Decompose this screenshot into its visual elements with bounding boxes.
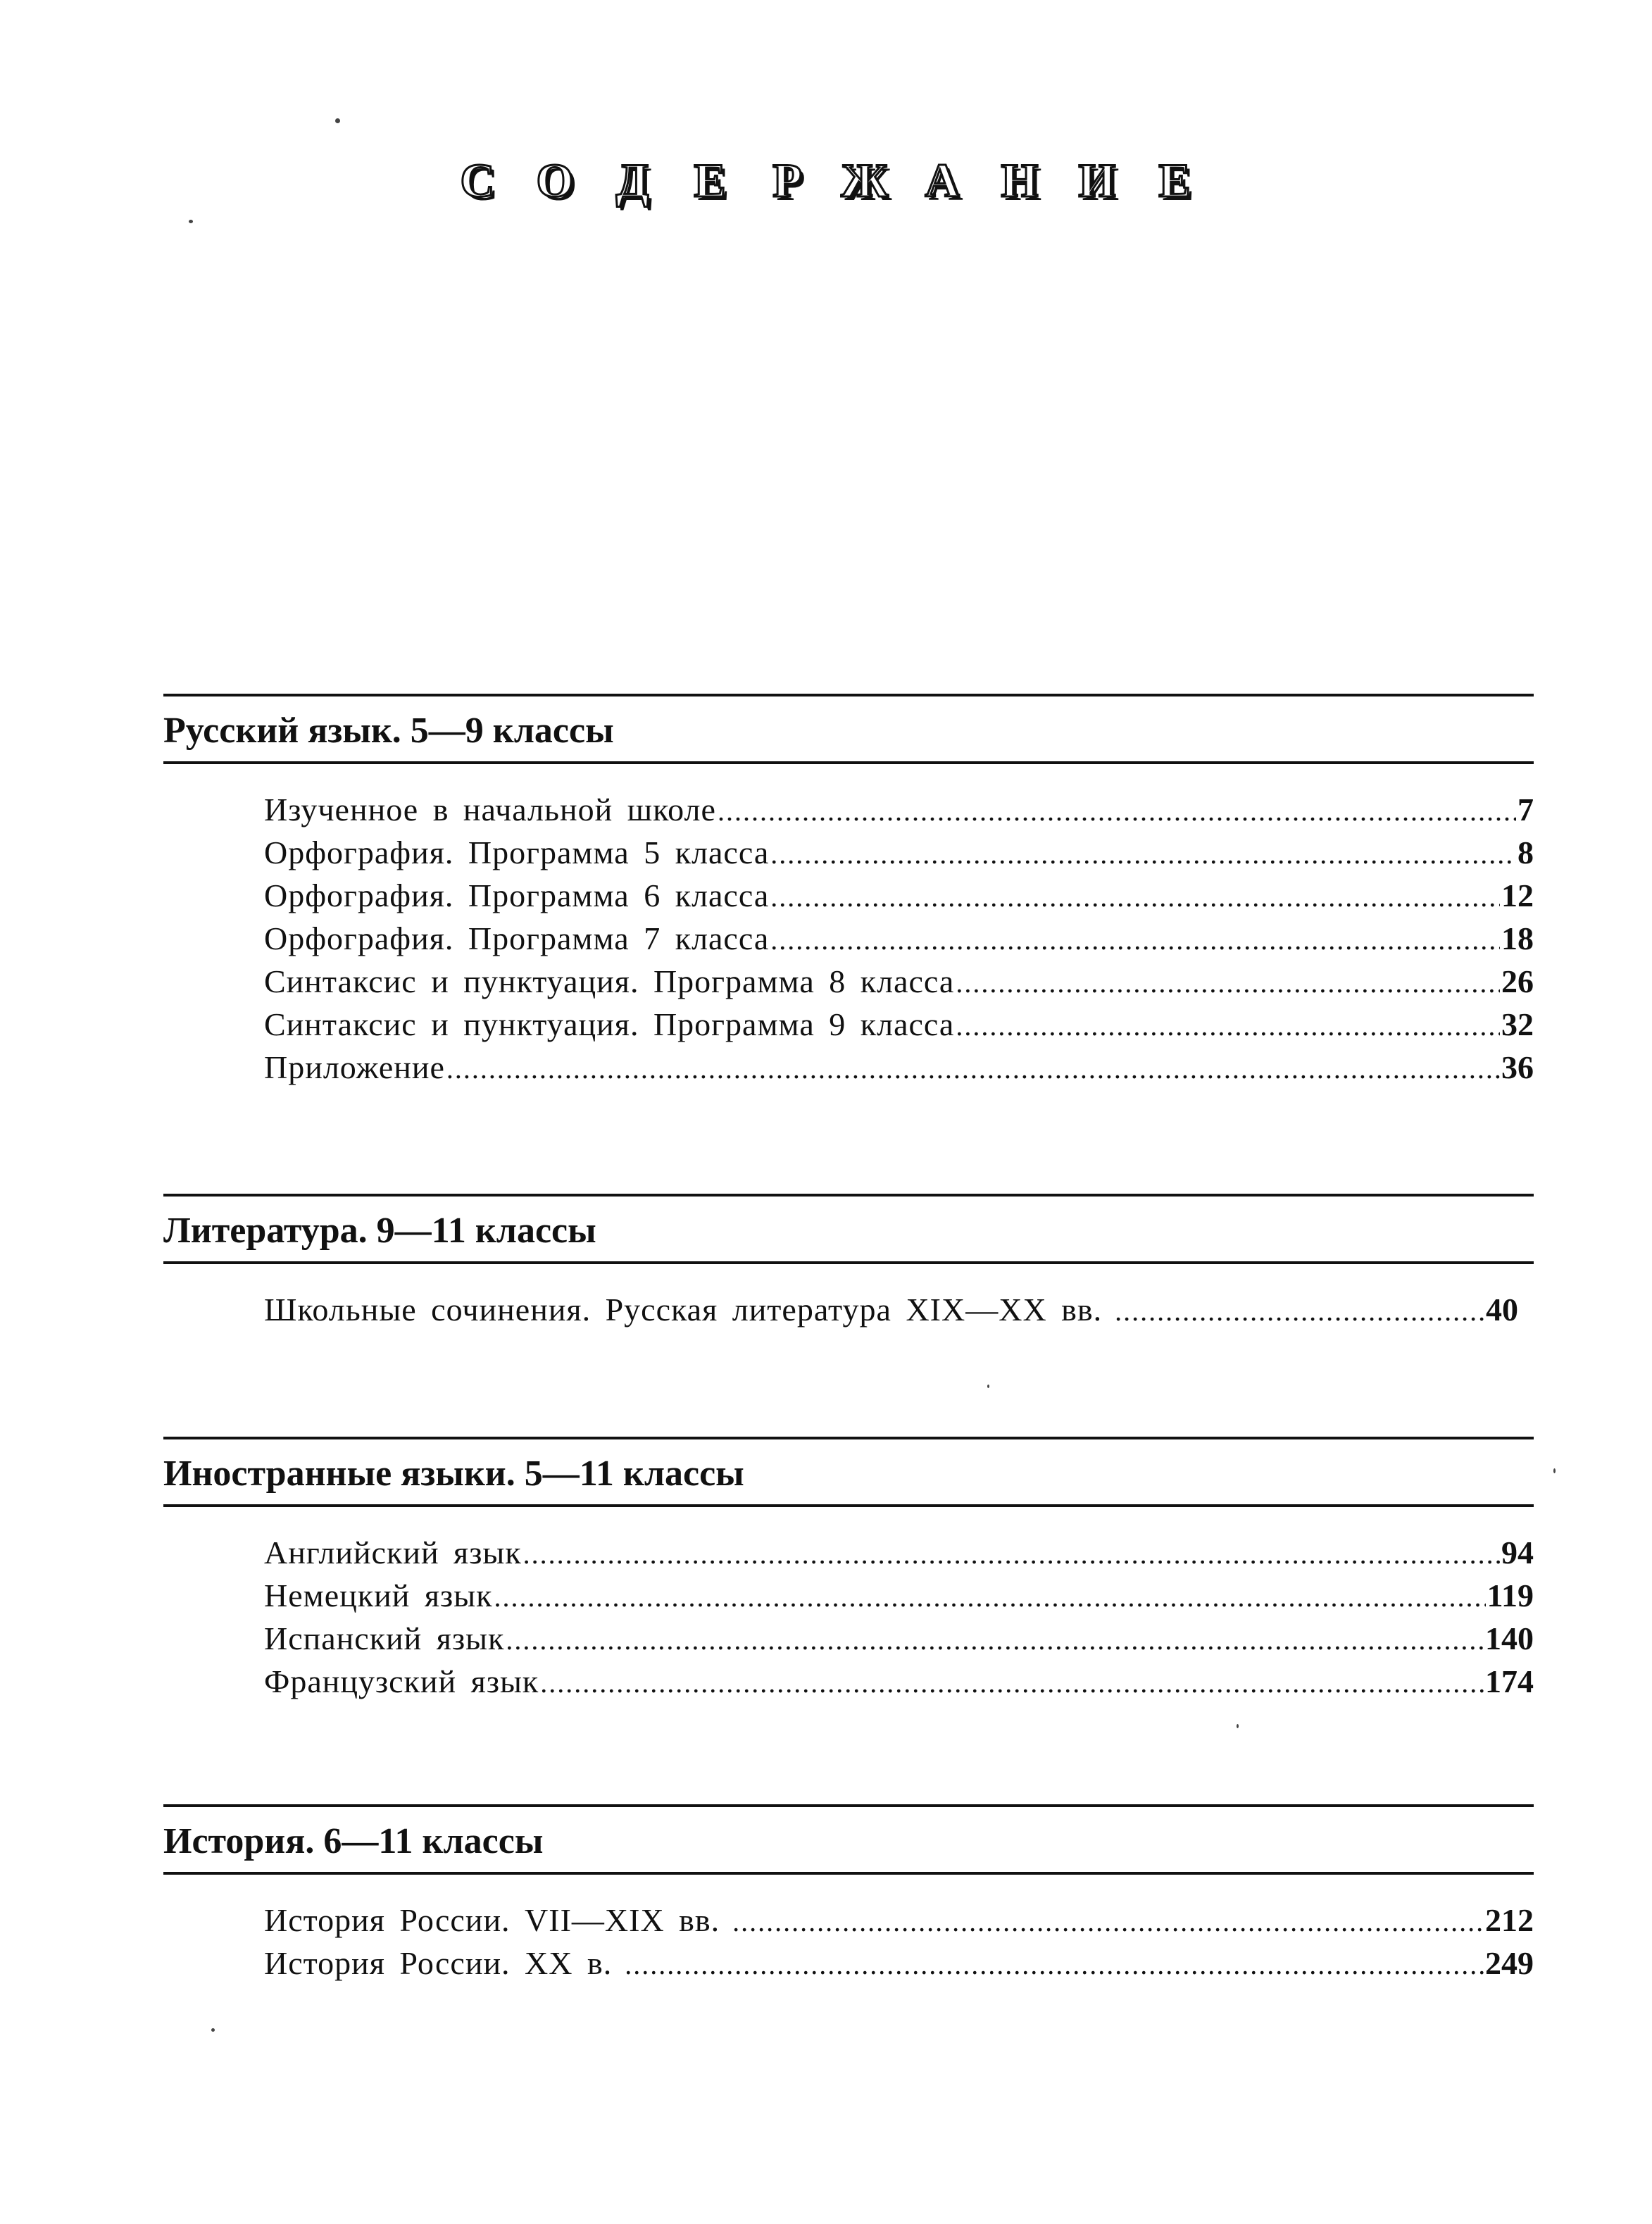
- section-title: Русский язык. 5—9 классы: [163, 710, 614, 751]
- toc-entry[interactable]: [264, 1944, 1534, 1987]
- dot-leader: [1115, 1294, 1484, 1327]
- entry-page-number: 40: [1486, 1292, 1518, 1327]
- entry-label: Испанский язык: [264, 1620, 505, 1656]
- entry-label: Орфография. Программа 5 класса: [264, 835, 770, 870]
- dot-leader: [718, 794, 1516, 827]
- entry-page-number: 36: [1501, 1049, 1534, 1085]
- dot-leader: [770, 880, 1500, 913]
- section-header: [163, 1804, 1534, 1875]
- toc-entry[interactable]: [264, 1049, 1534, 1092]
- page-title: [0, 154, 1652, 207]
- title-letter: Е: [1158, 154, 1191, 207]
- toc-entry[interactable]: [264, 1663, 1534, 1706]
- toc-entry[interactable]: [264, 1006, 1534, 1049]
- section-header: [163, 1194, 1534, 1264]
- speck: [211, 2028, 215, 2032]
- toc-entries: [163, 1901, 1534, 1987]
- toc-entry[interactable]: [264, 1901, 1534, 1944]
- dot-leader: [770, 923, 1500, 956]
- entry-page-number: 12: [1501, 877, 1534, 913]
- toc-entry[interactable]: [264, 1577, 1534, 1620]
- toc-entry[interactable]: [264, 1534, 1534, 1577]
- entry-page-number: 212: [1485, 1902, 1534, 1938]
- toc-entries: [163, 1291, 1534, 1334]
- toc-entry[interactable]: [264, 963, 1534, 1006]
- entry-page-number: 140: [1485, 1620, 1534, 1656]
- section-header: [163, 1437, 1534, 1507]
- title-letter: Н: [1001, 154, 1039, 207]
- entry-page-number: 249: [1485, 1945, 1534, 1981]
- entry-label: Английский язык: [264, 1535, 522, 1570]
- entry-page-number: 8: [1518, 835, 1534, 870]
- title-letter: А: [925, 154, 960, 207]
- dot-leader: [446, 1052, 1500, 1085]
- speck: [987, 1385, 989, 1388]
- toc-entries: [163, 791, 1534, 1092]
- dot-leader: [506, 1623, 1484, 1656]
- speck: [335, 118, 340, 123]
- toc-entry[interactable]: [264, 834, 1534, 877]
- title-letter: И: [1078, 154, 1116, 207]
- section-title: Иностранные языки. 5—11 классы: [163, 1453, 744, 1494]
- dot-leader: [732, 1905, 1484, 1938]
- entry-label: Орфография. Программа 6 класса: [264, 877, 770, 913]
- entry-label: Орфография. Программа 7 класса: [264, 920, 770, 956]
- entry-page-number: 7: [1518, 792, 1534, 827]
- title-letter: Р: [772, 154, 802, 207]
- dot-leader: [956, 966, 1500, 999]
- entry-label: Приложение: [264, 1049, 445, 1085]
- speck: [1553, 1468, 1556, 1473]
- entry-label: Французский язык: [264, 1663, 539, 1699]
- dot-leader: [625, 1948, 1484, 1981]
- dot-leader: [494, 1580, 1485, 1613]
- section-title: История. 6—11 классы: [163, 1820, 544, 1861]
- toc-entry[interactable]: [264, 877, 1534, 920]
- dot-leader: [540, 1666, 1484, 1699]
- entry-label: История России. VII—XIX вв.: [264, 1902, 720, 1938]
- speck: [1237, 1724, 1239, 1728]
- dot-leader: [523, 1537, 1500, 1570]
- section-foreign-languages: [163, 1437, 1534, 1706]
- entry-label: История России. XX в.: [264, 1945, 613, 1981]
- title-letter: Е: [694, 154, 726, 207]
- title-letter: О: [536, 154, 574, 207]
- title-letter: Д: [615, 154, 649, 207]
- dot-leader: [770, 837, 1516, 870]
- entry-page-number: 18: [1501, 920, 1534, 956]
- toc-entry[interactable]: [264, 1291, 1518, 1334]
- section-title: Литература. 9—11 классы: [163, 1210, 596, 1251]
- dot-leader: [956, 1009, 1500, 1042]
- entry-page-number: 32: [1501, 1006, 1534, 1042]
- entry-label: Изученное в начальной школе: [264, 792, 716, 827]
- entry-page-number: 174: [1485, 1663, 1534, 1699]
- section-russian-language: [163, 694, 1534, 1092]
- title-letter: С: [460, 154, 495, 207]
- section-literature: [163, 1194, 1534, 1334]
- toc-entry[interactable]: [264, 791, 1534, 834]
- toc-entries: [163, 1534, 1534, 1706]
- entry-label: Синтаксис и пунктуация. Программа 8 класса: [264, 963, 955, 999]
- entry-label: Немецкий язык: [264, 1578, 493, 1613]
- speck: [189, 220, 193, 223]
- entry-page-number: 26: [1501, 963, 1534, 999]
- entry-label: Синтаксис и пунктуация. Программа 9 класса: [264, 1006, 955, 1042]
- entry-page-number: 94: [1501, 1535, 1534, 1570]
- toc-entry[interactable]: [264, 920, 1534, 963]
- title-letters: [439, 154, 1213, 207]
- entry-label: Школьные сочинения. Русская литература XIX—XX вв.: [264, 1292, 1103, 1327]
- entry-page-number: 119: [1487, 1578, 1534, 1613]
- section-history: [163, 1804, 1534, 1987]
- section-header: [163, 694, 1534, 764]
- toc-entry[interactable]: [264, 1620, 1534, 1663]
- title-letter: Ж: [841, 154, 889, 207]
